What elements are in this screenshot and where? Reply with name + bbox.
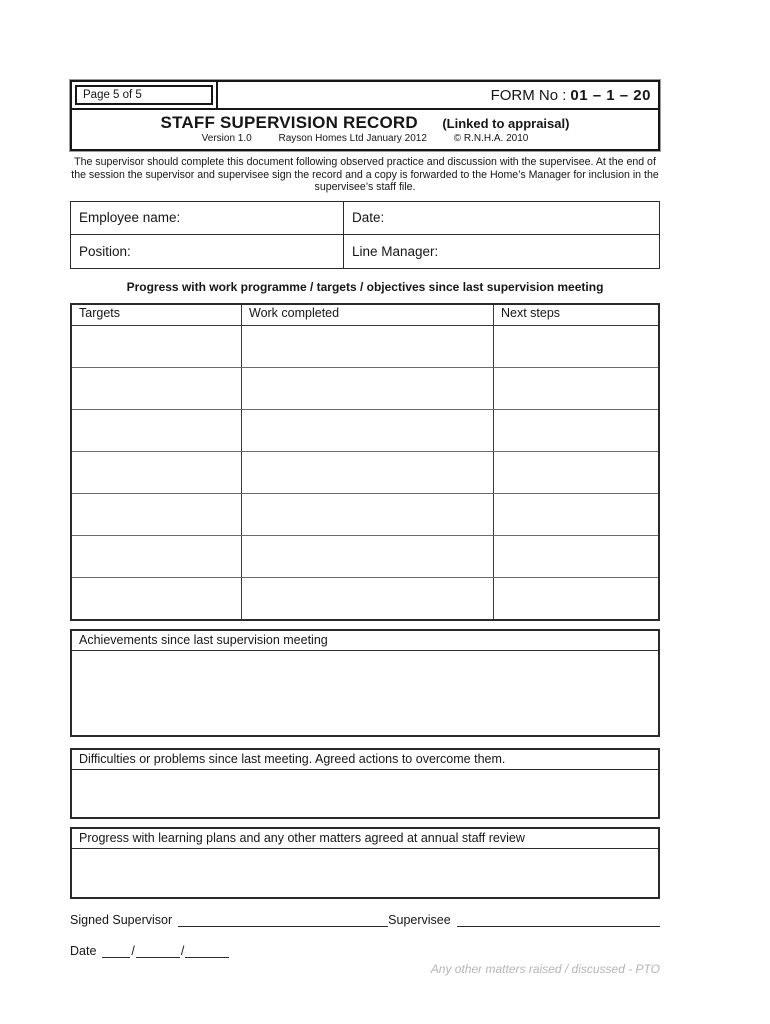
- page-number-cell: [72, 82, 218, 108]
- learning-plans-label: Progress with learning plans and any other matters agreed at annual staff review: [72, 829, 658, 849]
- achievements-input-area[interactable]: [72, 651, 658, 735]
- pto-note: Any other matters raised / discussed - PTO: [430, 961, 660, 976]
- difficulties-input-area[interactable]: [72, 770, 658, 817]
- targets-column-header: Targets: [72, 305, 242, 325]
- next-steps-cell[interactable]: [494, 410, 658, 451]
- work-completed-cell[interactable]: [242, 536, 494, 577]
- date-day-line[interactable]: [102, 946, 130, 958]
- document-page: [70, 0, 660, 976]
- achievements-label: Achievements since last supervision meeting: [72, 631, 658, 651]
- next-steps-cell[interactable]: [494, 368, 658, 409]
- learning-plans-input-area[interactable]: [72, 849, 658, 897]
- work-completed-cell[interactable]: [242, 410, 494, 451]
- date-slash: /: [131, 943, 135, 958]
- table-row: [72, 326, 658, 368]
- page-number-label: Page 5 of 5: [83, 89, 142, 101]
- supervisee-signature-line[interactable]: [457, 915, 660, 927]
- signed-supervisor-label: Signed Supervisor: [70, 912, 173, 927]
- date-month-line[interactable]: [136, 946, 180, 958]
- targets-cell[interactable]: [72, 578, 242, 619]
- next-steps-cell[interactable]: [494, 452, 658, 493]
- date-year-line[interactable]: [185, 946, 229, 958]
- difficulties-label: Difficulties or problems since last meeting. Agreed actions to overcome them.: [72, 750, 658, 770]
- table-row: [72, 494, 658, 536]
- form-header-top-row: [72, 82, 658, 110]
- line-manager-label: Line Manager:: [352, 243, 439, 259]
- targets-cell[interactable]: [72, 410, 242, 451]
- form-title-note: (Linked to appraisal): [442, 116, 570, 131]
- employee-name-label: Employee name:: [79, 210, 181, 226]
- work-completed-cell[interactable]: [242, 368, 494, 409]
- position-label: Position:: [79, 243, 131, 259]
- supervisee-label: Supervisee: [388, 912, 451, 927]
- work-completed-cell[interactable]: [242, 326, 494, 367]
- date-label: Date:: [352, 210, 385, 226]
- signature-row: [70, 912, 660, 927]
- date-field-label: Date: [70, 943, 97, 958]
- form-title: STAFF SUPERVISION RECORD: [160, 113, 418, 132]
- targets-cell[interactable]: [72, 452, 242, 493]
- employee-name-cell[interactable]: [71, 202, 344, 235]
- form-title-row: [72, 110, 658, 132]
- instruction-text: The supervisor should complete this document following observed practice and discussion with the supervisee. At the end of the session the supervisor and supervisee sign the record and a copy is forwarded to the Home’s Manager for inclusion in the supervisee’s staff file.: [71, 156, 659, 194]
- work-completed-cell[interactable]: [242, 452, 494, 493]
- progress-table: [70, 303, 660, 621]
- targets-cell[interactable]: [72, 326, 242, 367]
- difficulties-box: [70, 748, 660, 819]
- company-label: Rayson Homes Ltd January 2012: [278, 133, 427, 144]
- achievements-box: [70, 629, 660, 737]
- date-cell[interactable]: [344, 202, 659, 235]
- date-row: [70, 943, 660, 958]
- line-manager-cell[interactable]: [344, 235, 659, 268]
- next-steps-cell[interactable]: [494, 578, 658, 619]
- work-completed-column-header: Work completed: [242, 305, 494, 325]
- table-row: [72, 452, 658, 494]
- supervisor-signature-line[interactable]: [178, 915, 388, 927]
- table-row: [72, 536, 658, 578]
- table-row: [72, 578, 658, 619]
- table-row: [72, 410, 658, 452]
- copyright-label: © R.N.H.A. 2010: [453, 133, 529, 144]
- progress-table-header-row: [72, 305, 658, 326]
- version-label: Version 1.0: [201, 133, 252, 144]
- employee-details-table: [70, 201, 660, 269]
- progress-section-heading: Progress with work programme / targets / objectives since last supervision meeting: [126, 279, 604, 294]
- targets-cell[interactable]: [72, 368, 242, 409]
- next-steps-column-header: Next steps: [501, 305, 561, 320]
- targets-cell[interactable]: [72, 494, 242, 535]
- position-cell[interactable]: [71, 235, 344, 268]
- form-version-row: [72, 132, 658, 149]
- form-header: [70, 80, 660, 151]
- form-number: [218, 82, 658, 108]
- next-steps-cell[interactable]: [494, 536, 658, 577]
- table-row: [72, 368, 658, 410]
- next-steps-cell[interactable]: [494, 326, 658, 367]
- work-completed-cell[interactable]: [242, 578, 494, 619]
- work-completed-cell[interactable]: [242, 494, 494, 535]
- targets-cell[interactable]: [72, 536, 242, 577]
- next-steps-cell[interactable]: [494, 494, 658, 535]
- learning-plans-box: [70, 827, 660, 899]
- date-slash: /: [180, 943, 185, 958]
- form-number-label: FORM No :: [490, 86, 567, 104]
- form-number-value: 01 – 1 – 20: [570, 86, 651, 104]
